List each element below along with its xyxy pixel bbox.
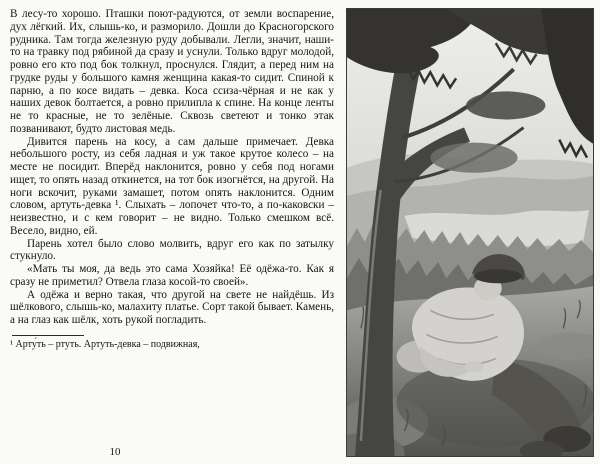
- paragraph: Парень хотел было слово молвить, вдруг его как по затылку стукнуло.: [10, 237, 334, 263]
- illustration-frame: [346, 8, 594, 457]
- footnote: ¹ Арту́ть – ртуть. Артуть-девка – подвижная,: [10, 338, 200, 350]
- page-number: 10: [109, 446, 121, 458]
- text-column: [10, 8, 334, 460]
- paragraph: В лесу-то хорошо. Пташки поют-радуются, от земли воспарение, дух лёгкий. Их, слышь-ко, и разморило. Дошли до Красногорского рудника. Там тогда железную руду добывали. Легли, значит, наши-то на травку под рябиной да сразу и уснули. Только вдруг молодой, ровно его кто под бок толкнул, проснулся. Глядит, а перед ним на грудке руды у большого камня женщина какая-то сидит. Спиной к парню, а по косе видать – девка. Коса ссиза-чёрная и не как у наших девок болтается, а ровно прилипла к спине. На конце ленты не то красные, не то зелёные. Сквозь светеют и тонко этак позванивают, будто листовая медь.: [10, 8, 334, 135]
- paragraph: А одёжа и верно такая, что другой на свете не найдёшь. Из шёлкового, слышь-ко, малахиту платье. Сорт такой бывает. Камень, а на глаз как шёлк, хоть рукой погладить.: [10, 288, 334, 326]
- body-text: [10, 8, 334, 327]
- forest-illustration: [347, 9, 593, 456]
- paragraph: «Мать ты моя, да ведь это сама Хозяйка! Её одёжа-то. Как я сразу не приметил? Отвела глаза косой-то своей».: [10, 263, 334, 288]
- paragraph: Дивится парень на косу, а сам дальше примечает. Девка небольшого росту, из себя ладная и уж такое крутое колесо – на месте не посидит. Вперёд наклонится, ровно у себя под ногами ищет, то опять назад откинется, на тот бок изогнётся, на другой. На ноги вскочит, руками замашет, потом опять наклонится. Одним словом, артуть-девка ¹. Слыхать – лопочет что-то, а по-каковски – неизвестно, и с кем говорит – не видно. Только смешком всё. Весело, видно, ей.: [10, 135, 334, 237]
- footnote-divider: [12, 335, 84, 336]
